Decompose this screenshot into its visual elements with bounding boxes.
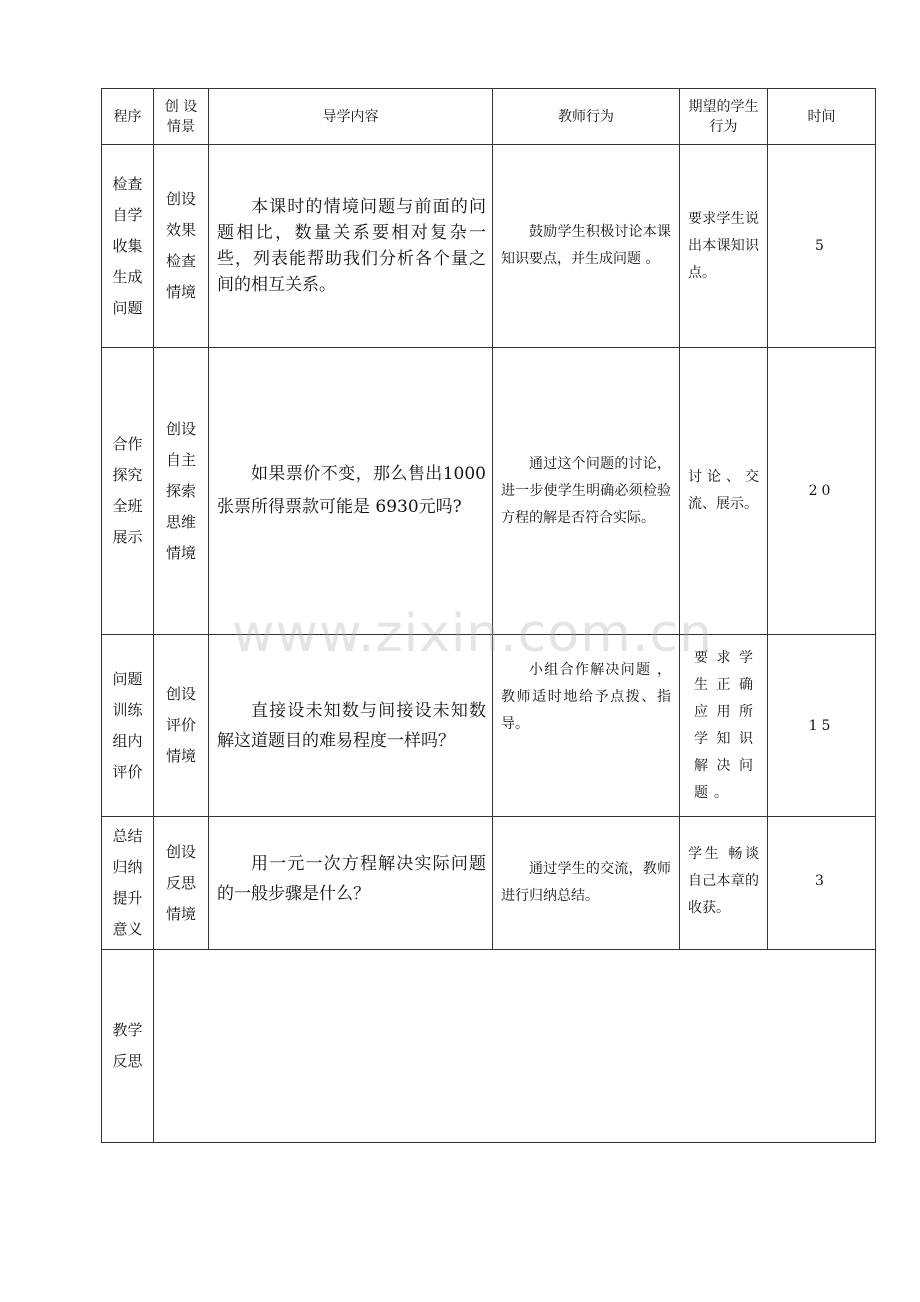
time-cell: 3 [768,817,876,950]
header-step: 程序 [102,89,154,145]
step-cell: 检查自学收集生成问题 [102,145,154,348]
header-time: 时间 [768,89,876,145]
scene-cell: 创设效果检查情境 [154,145,209,348]
student-cell: 要求学生说出本课知识点。 [680,145,768,348]
teacher-cell: 小组合作解决问题 ，教师适时地给予点拨、指导。 [493,635,680,817]
header-student: 期望的学生行为 [680,89,768,145]
watermark: www.zixin.com.cn [232,604,713,664]
scene-cell: 创设反思情境 [154,817,209,950]
table-row [102,145,876,348]
reflection-row [102,950,876,1143]
scene-cell: 创设评价情境 [154,635,209,817]
teacher-cell: 通过这个问题的讨论，进一步使学生明确必须检验方程的解是否符合实际。 [493,348,680,635]
content-cell: 本课时的情境问题与前面的问题相比，数量关系要相对复杂一些，列表能帮助我们分析各个量之间的相互关系。 [209,145,493,348]
time-cell: 5 [768,145,876,348]
time-cell: 15 [768,635,876,817]
step-cell: 问题训练组内评价 [102,635,154,817]
step-cell: 总结归纳提升意义 [102,817,154,950]
table-row [102,635,876,817]
table-row [102,817,876,950]
lesson-plan-table [101,88,876,1143]
header-scene: 创 设 情景 [154,89,209,145]
content-cell: 直接设未知数与间接设未知数解这道题目的难易程度一样吗？ [209,635,493,817]
student-cell: 讨论、交流、展示。 [680,348,768,635]
student-cell: 学生 畅谈自己本章的收获。 [680,817,768,950]
header-row [102,89,876,145]
student-cell: 要求学生正确应用所学知识解决问题。 [680,635,768,817]
reflection-label: 教学反思 [102,950,154,1143]
content-cell: 如果票价不变，那么售出1000 张票所得票款可能是 6930元吗? [209,348,493,635]
step-cell: 合作探究全班展示 [102,348,154,635]
scene-cell: 创设自主探索思维情境 [154,348,209,635]
reflection-content [154,950,876,1143]
table-row [102,348,876,635]
teacher-cell: 通过学生的交流，教师进行归纳总结。 [493,817,680,950]
teacher-cell: 鼓励学生积极讨论本课知识要点，并生成问题 。 [493,145,680,348]
header-content: 导学内容 [209,89,493,145]
content-cell: 用一元一次方程解决实际问题的一般步骤是什么？ [209,817,493,950]
header-teacher: 教师行为 [493,89,680,145]
time-cell: 20 [768,348,876,635]
